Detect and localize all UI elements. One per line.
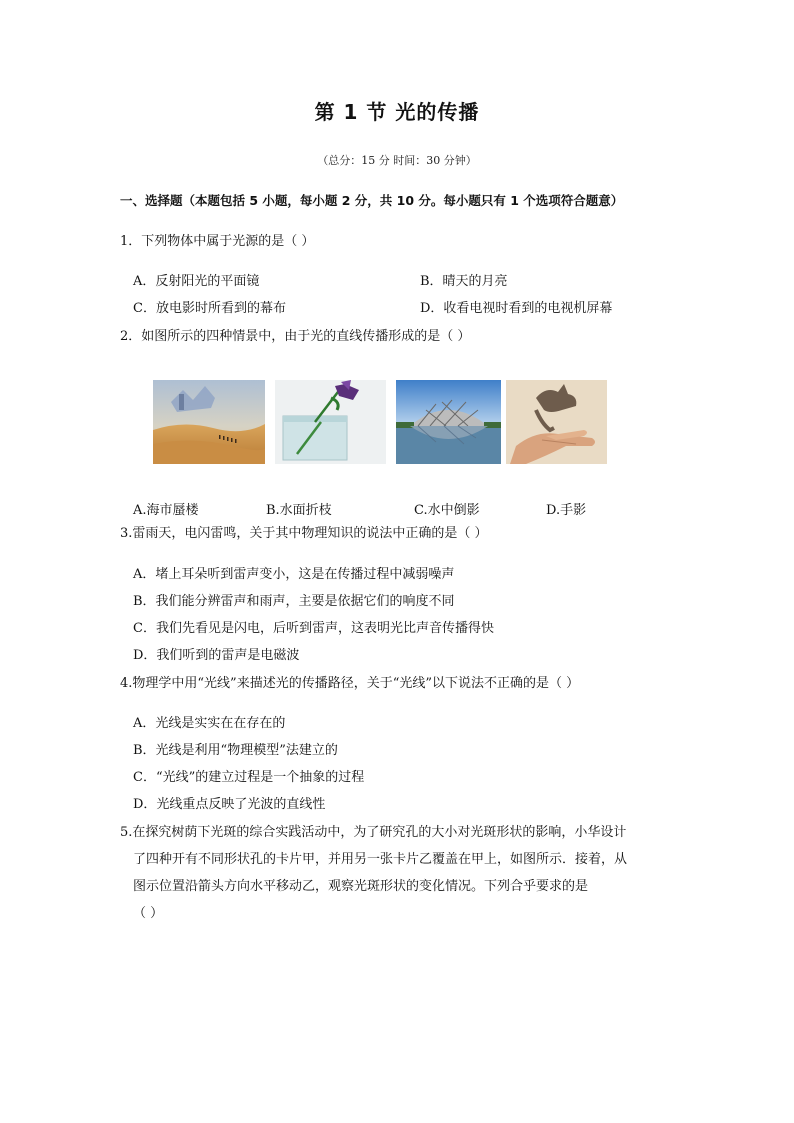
caption-a: A.海市蜃楼 bbox=[133, 503, 199, 518]
question-1-option-d: D．收看电视时看到的电视机屏幕 bbox=[420, 301, 613, 316]
question-5-line-3: 图示位置沿箭头方向水平移动乙，观察光斑形状的变化情况。下列合乎要求的是 bbox=[133, 879, 589, 894]
reflection-image bbox=[396, 380, 501, 464]
question-3-option-c: C．我们先看见是闪电，后听到雷声，这表明光比声音传播得快 bbox=[133, 621, 494, 636]
question-3-option-a: A．堵上耳朵听到雷声变小，这是在传播过程中减弱噪声 bbox=[133, 567, 455, 582]
question-1-option-a: A．反射阳光的平面镜 bbox=[133, 274, 260, 289]
question-4-option-b: B．光线是利用“物理模型”法建立的 bbox=[133, 743, 338, 758]
hand-shadow-image bbox=[506, 380, 607, 464]
question-3-stem: 3.雷雨天，电闪雷鸣，关于其中物理知识的说法中正确的是（ ） bbox=[120, 526, 488, 541]
page-title: 第 1 节 光的传播 bbox=[314, 100, 480, 124]
question-4-option-c: C．“光线”的建立过程是一个抽象的过程 bbox=[133, 770, 365, 785]
mirage-image bbox=[153, 380, 265, 464]
question-2-stem: 2．如图所示的四种情景中，由于光的直线传播形成的是（ ） bbox=[120, 329, 471, 344]
bent-stem-image bbox=[275, 380, 386, 464]
question-1-option-b: B．晴天的月亮 bbox=[420, 274, 508, 289]
question-1-option-c: C．放电影时所看到的幕布 bbox=[133, 301, 286, 316]
question-5-line-1: 5.在探究树荫下光斑的综合实践活动中，为了研究孔的大小对光斑形状的影响，小华设计 bbox=[120, 825, 627, 840]
caption-c: C.水中倒影 bbox=[414, 503, 480, 518]
question-4-stem: 4.物理学中用“光线”来描述光的传播路径，关于“光线”以下说法不正确的是（ ） bbox=[120, 676, 580, 691]
question-4-option-a: A．光线是实实在在存在的 bbox=[133, 716, 286, 731]
question-3-option-b: B．我们能分辨雷声和雨声，主要是依据它们的响度不同 bbox=[133, 594, 455, 609]
caption-b: B.水面折枝 bbox=[266, 503, 332, 518]
question-3-option-d: D．我们听到的雷声是电磁波 bbox=[133, 648, 300, 663]
question-5-line-2: 了四种开有不同形状孔的卡片甲，并用另一张卡片乙覆盖在甲上，如图所示．接着，从 bbox=[133, 852, 628, 867]
question-1-stem: 1．下列物体中属于光源的是（ ） bbox=[120, 234, 315, 249]
caption-d: D.手影 bbox=[546, 503, 587, 518]
question-4-option-d: D．光线重点反映了光波的直线性 bbox=[133, 797, 326, 812]
question-5-line-4: （ ） bbox=[133, 906, 164, 921]
section-heading: 一、选择题（本题包括 5 小题，每小题 2 分，共 10 分。每小题只有 1 个选项符合题意） bbox=[120, 193, 624, 208]
exam-meta: （总分：15 分 时间：30 分钟） bbox=[317, 154, 477, 167]
